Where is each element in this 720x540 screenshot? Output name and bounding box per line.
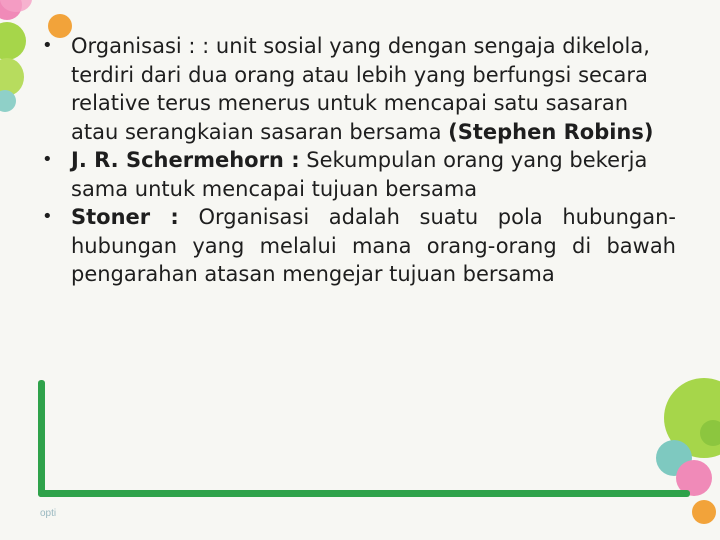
bullet-item bbox=[28, 146, 676, 203]
decor-circle-teal bbox=[0, 90, 16, 112]
bullet-source: (Stephen Robins) bbox=[448, 119, 654, 144]
bullet-icon: • bbox=[42, 35, 53, 56]
decor-circle-orange bbox=[692, 500, 716, 524]
bullet-item bbox=[28, 32, 676, 146]
bullet-item bbox=[28, 203, 676, 289]
bullet-text: Sekumpulan orang yang bekerja sama untuk mencapai tujuan bersama bbox=[71, 148, 648, 201]
bullet-list bbox=[28, 32, 676, 289]
bullet-text: Organisasi : : unit sosial yang dengan sengaja dikelola, terdiri dari dua orang atau lebih yang berfungsi secara relative terus menerus untuk mencapai satu sasaran atau serangkaian sasaran bersama bbox=[71, 34, 650, 144]
bullet-lead: Stoner : bbox=[71, 205, 179, 229]
decor-horizontal-line bbox=[38, 490, 690, 497]
bullet-icon: • bbox=[42, 149, 53, 170]
bullet-icon: • bbox=[42, 206, 53, 227]
bullet-text: Organisasi adalah suatu pola hubungan-hubungan yang melalui mana orang-orang di bawah pengarahan atasan mengejar tujuan bersama bbox=[71, 205, 676, 286]
decor-circle-green bbox=[0, 22, 26, 60]
decor-circle-green bbox=[700, 420, 720, 446]
decor-vertical-line bbox=[38, 380, 45, 497]
footer-text: opti bbox=[40, 508, 57, 519]
bullet-lead: J. R. Schermehorn : bbox=[71, 148, 300, 172]
